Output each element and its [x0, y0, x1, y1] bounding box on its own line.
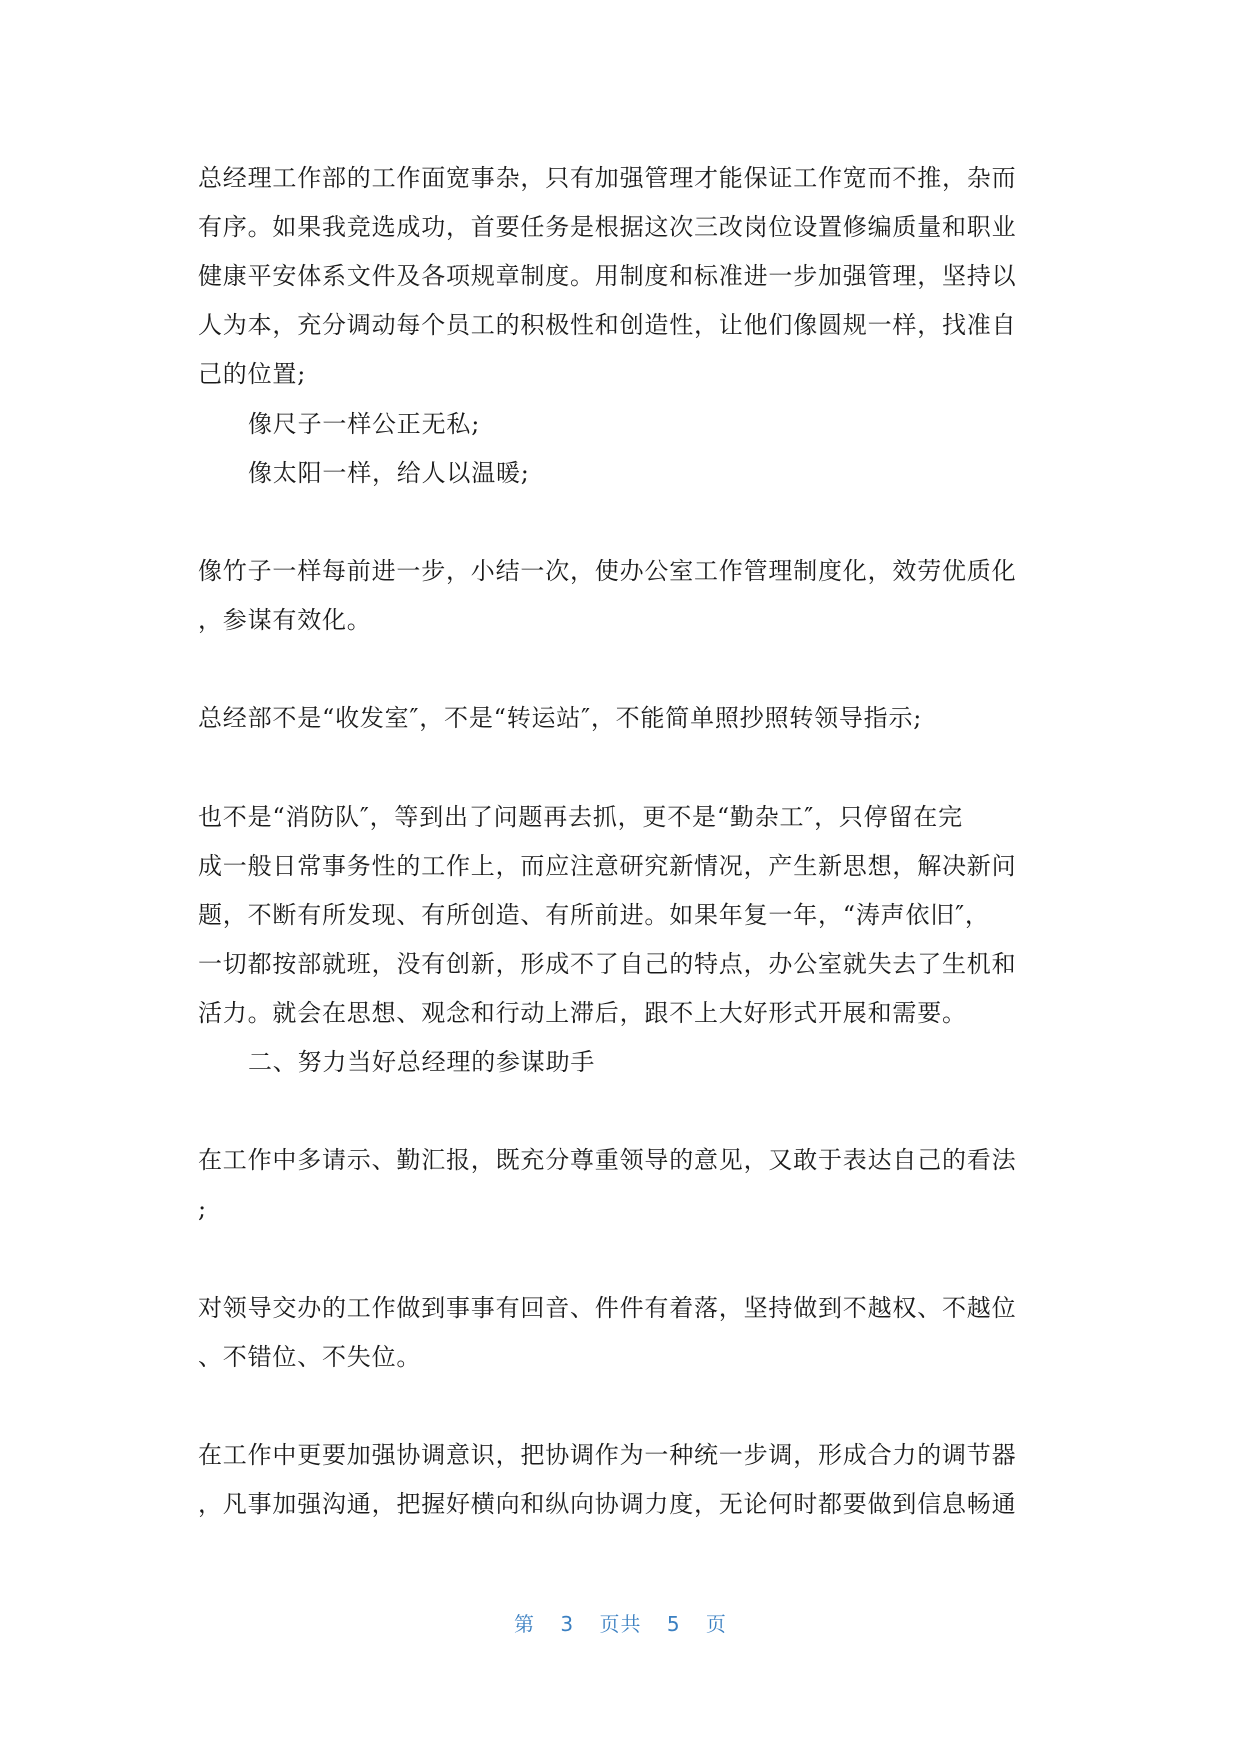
body-text-line: 人为本，充分调动每个员工的积极性和创造性，让他们像圆规一样，找准自	[198, 311, 1017, 339]
body-text-line: 健康平安体系文件及各项规章制度。用制度和标准进一步加强管理，坚持以	[198, 262, 1017, 290]
body-text-line: 题，不断有所发现、有所创造、有所前进。如果年复一年，“涛声依旧″，	[198, 901, 990, 929]
body-text-line: 成一般日常事务性的工作上，而应注意研究新情况，产生新思想，解决新问	[198, 852, 1017, 880]
body-text-line: 像尺子一样公正无私;	[248, 410, 481, 438]
body-text-line: 也不是“消防队″，等到出了问题再去抓，更不是“勤杂工″，只停留在完	[198, 803, 963, 831]
body-text-line: 像竹子一样每前进一步，小结一次，使办公室工作管理制度化，效劳优质化	[198, 557, 1017, 585]
body-text-line: ，凡事加强沟通，把握好横向和纵向协调力度，无论何时都要做到信息畅通	[198, 1490, 1017, 1518]
body-text-line: ;	[198, 1195, 207, 1223]
body-text-line: 在工作中更要加强协调意识，把协调作为一种统一步调，形成合力的调节器	[198, 1441, 1017, 1469]
body-text-line: 活力。就会在思想、观念和行动上滞后，跟不上大好形式开展和需要。	[198, 999, 967, 1027]
body-text-line: 总经理工作部的工作面宽事杂，只有加强管理才能保证工作宽而不推，杂而	[198, 164, 1017, 192]
body-text-line: 己的位置;	[198, 360, 307, 388]
page-number-footer: 第 3 页共 5 页	[514, 1612, 727, 1636]
body-text-line: 在工作中多请示、勤汇报，既充分尊重领导的意见，又敢于表达自己的看法	[198, 1146, 1017, 1174]
body-text-line: 总经部不是“收发室″，不是“转运站″，不能简单照抄照转领导指示;	[198, 704, 923, 732]
body-text-line: 有序。如果我竞选成功，首要任务是根据这次三改岗位设置修编质量和职业	[198, 213, 1017, 241]
body-text-line: 一切都按部就班，没有创新，形成不了自己的特点，办公室就失去了生机和	[198, 950, 1017, 978]
body-text-line: 像太阳一样，给人以温暖;	[248, 459, 530, 487]
body-text-line: ，参谋有效化。	[198, 606, 372, 634]
section-heading: 二、努力当好总经理的参谋助手	[248, 1048, 596, 1076]
body-text-line: 、不错位、不失位。	[198, 1343, 422, 1371]
body-text-line: 对领导交办的工作做到事事有回音、件件有着落，坚持做到不越权、不越位	[198, 1294, 1017, 1322]
